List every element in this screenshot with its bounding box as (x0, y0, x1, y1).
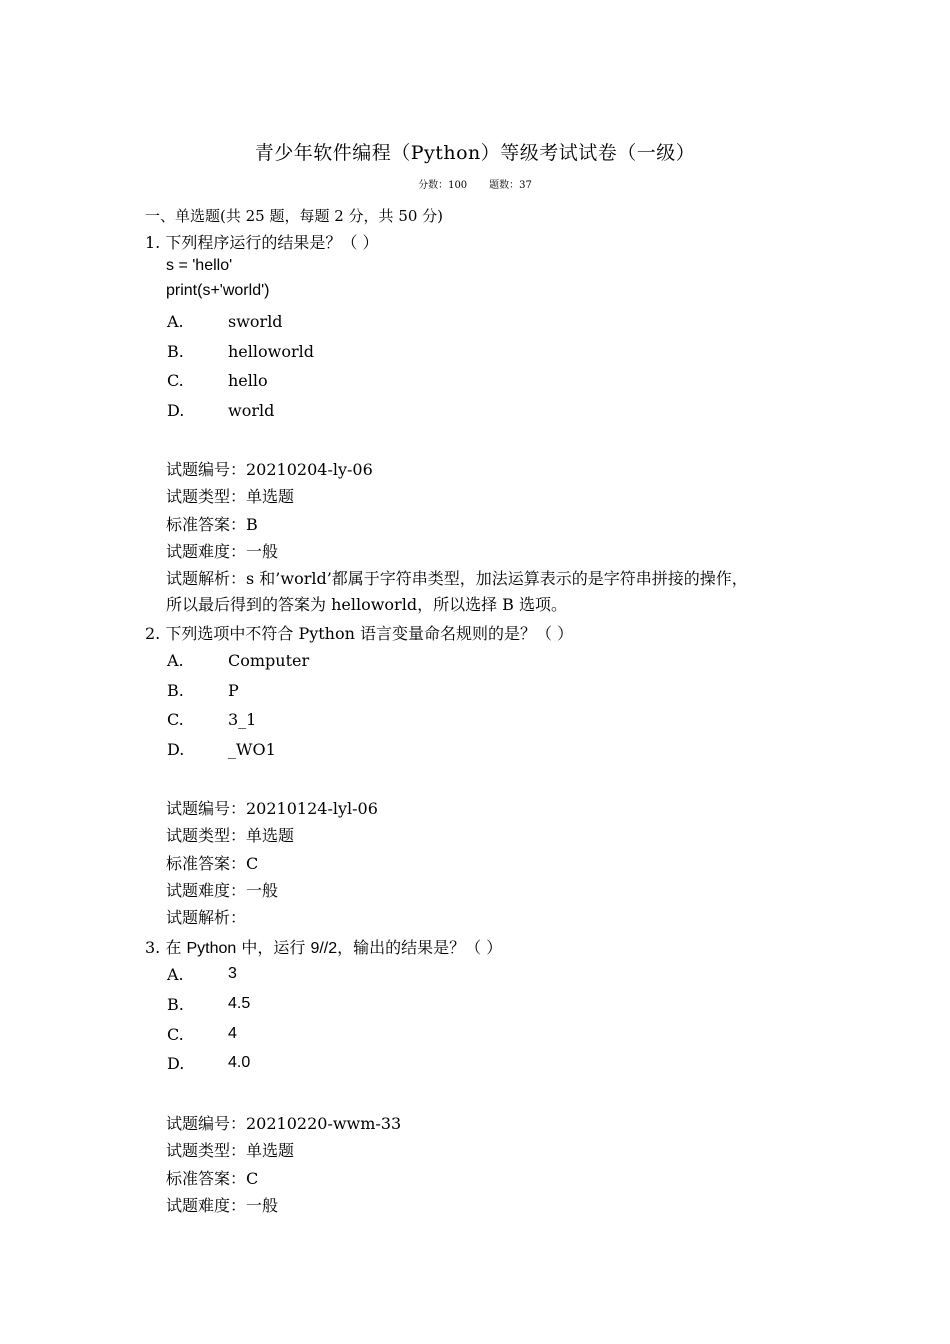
option-letter: B. (167, 995, 184, 1014)
stem-middle: 中，运行 (236, 938, 311, 957)
question-3-type: 试题类型：单选题 (166, 1141, 295, 1160)
option-text: 3_1 (228, 710, 257, 729)
question-1-code-line-2: print(s+'world') (166, 282, 270, 299)
option-letter: B. (167, 681, 184, 700)
question-1-analysis-line-1: 试题解析：s 和’world’都属于字符串类型，加法运算表示的是字符串拼接的操作， (166, 569, 748, 588)
question-1-type: 试题类型：单选题 (166, 487, 295, 506)
option-letter: D. (167, 401, 185, 420)
stem-prefix: 3. 在 (145, 938, 187, 957)
question-2-stem: 2. 下列选项中不符合 Python 语言变量命名规则的是？（ ） (145, 624, 574, 643)
option-letter: D. (167, 740, 185, 759)
option-letter: C. (167, 710, 184, 729)
option-text: world (228, 401, 275, 420)
option-text: helloworld (228, 342, 314, 361)
option-text: P (228, 681, 239, 700)
option-text: hello (228, 371, 268, 390)
option-letter: A. (167, 312, 184, 331)
option-letter: A. (167, 651, 184, 670)
question-2-id: 试题编号：20210124-lyl-06 (166, 799, 378, 818)
option-text: Computer (228, 651, 310, 670)
option-letter: A. (167, 965, 184, 984)
exam-meta (0, 176, 950, 191)
section-header: 一、单选题(共 25 题，每题 2 分，共 50 分) (145, 207, 444, 225)
question-1-code-line-1: s = 'hello' (166, 257, 233, 274)
question-2-answer: 标准答案：C (166, 854, 259, 873)
question-2-type: 试题类型：单选题 (166, 826, 295, 845)
option-text: 4 (228, 1025, 237, 1042)
question-2-analysis: 试题解析： (166, 908, 247, 927)
page-title: 青少年软件编程（Python）等级考试试卷（一级） (254, 142, 696, 164)
stem-suffix: ，输出的结果是？（ ） (337, 938, 503, 957)
option-letter: B. (167, 342, 184, 361)
question-count: 题数：37 (489, 180, 532, 191)
option-text: sworld (228, 312, 283, 331)
question-1-analysis-line-2: 所以最后得到的答案为 helloworld，所以选择 B 选项。 (166, 595, 567, 614)
option-letter: C. (167, 1025, 184, 1044)
question-3-answer: 标准答案：C (166, 1169, 259, 1188)
question-3-id: 试题编号：20210220-wwm-33 (166, 1114, 402, 1133)
total-score: 分数：100 (418, 180, 468, 191)
option-text: _WO1 (228, 740, 276, 759)
question-1-answer: 标准答案：B (166, 515, 258, 534)
option-letter: C. (167, 371, 184, 390)
question-3-stem (145, 935, 502, 958)
option-text: 4.5 (228, 995, 251, 1012)
question-1-id: 试题编号：20210204-ly-06 (166, 460, 373, 479)
option-text: 4.0 (228, 1054, 251, 1071)
option-text: 3 (228, 965, 237, 982)
question-1-difficulty: 试题难度：一般 (166, 542, 279, 561)
question-1-stem: 1. 下列程序运行的结果是？（ ） (145, 233, 379, 252)
option-letter: D. (167, 1054, 185, 1073)
stem-python: Python (186, 940, 237, 957)
question-2-difficulty: 试题难度：一般 (166, 881, 279, 900)
question-3-difficulty: 试题难度：一般 (166, 1196, 279, 1215)
stem-expression: 9//2 (310, 940, 338, 957)
